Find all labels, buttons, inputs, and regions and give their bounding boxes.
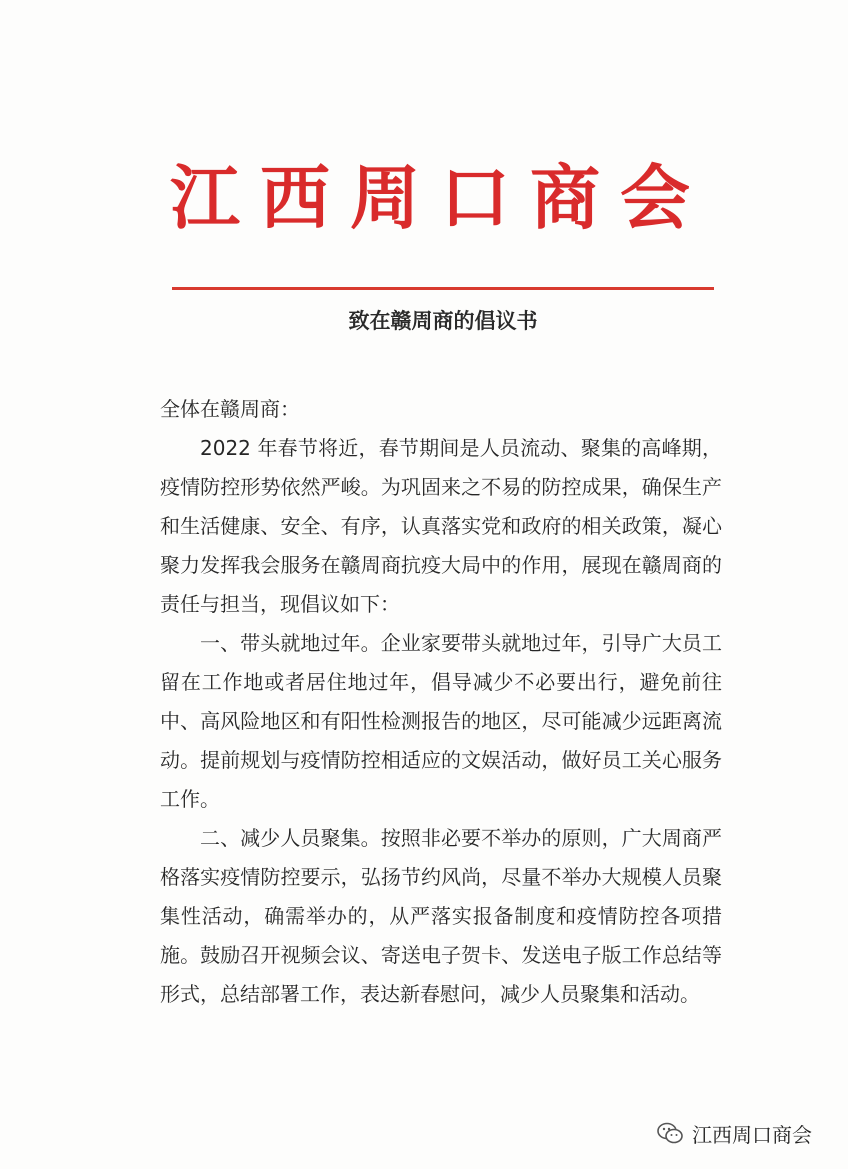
salutation: 全体在赣周商：	[160, 397, 300, 421]
letter-body	[160, 390, 722, 1014]
document-title: 致在赣周商的倡议书	[348, 309, 538, 333]
wechat-account-name: 江西周口商会	[692, 1122, 812, 1147]
wechat-watermark	[656, 1118, 812, 1148]
wechat-icon	[656, 1121, 684, 1145]
paragraph-item-two: 二、减少人员聚集。按照非必要不举办的原则，广大周商严格落实疫情防控要示，弘扬节约风尚，尽量不举办大规模人员聚集性活动，确需举办的，从严落实报备制度和疫情防控各项措施。鼓励召开视频会议、寄送电子贺卡、发送电子版工作总结等形式，总结部署工作，表达新春慰问，减少人员聚集和活动。	[160, 826, 722, 1006]
paragraph-intro: 2022 年春节将近，春节期间是人员流动、聚集的高峰期，疫情防控形势依然严峻。为巩固来之不易的防控成果，确保生产和生活健康、安全、有序，认真落实党和政府的相关政策，凝心聚力发挥我会服务在赣周商抗疫大局中的作用，展现在赣周商的责任与担当，现倡议如下：	[160, 436, 722, 616]
red-divider-line	[172, 287, 714, 290]
paragraph-item-one: 一、带头就地过年。企业家要带头就地过年，引导广大员工留在工作地或者居住地过年，倡导减少不必要出行，避免前往中、高风险地区和有阳性检测报告的地区，尽可能减少远距离流动。提前规划与疫情防控相适应的文娱活动，做好员工关心服务工作。	[160, 631, 722, 811]
organization-title: 江西周口商会	[170, 157, 710, 239]
